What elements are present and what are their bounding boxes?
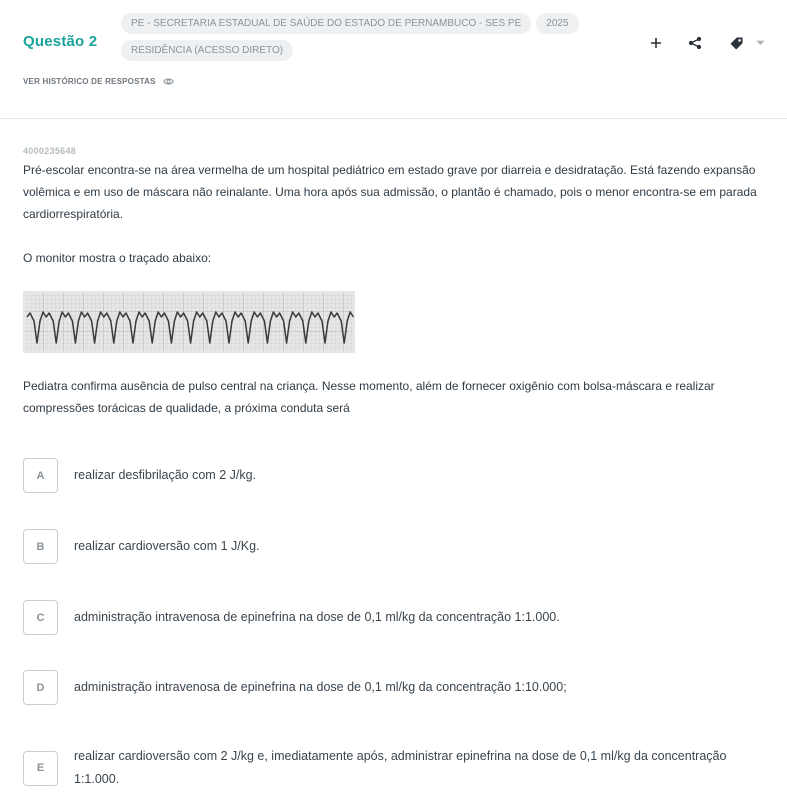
option-text[interactable]: administração intravenosa de epinefrina na dose de 0,1 ml/kg da concentração 1:10.000; bbox=[74, 680, 567, 694]
option-letter[interactable]: A bbox=[23, 458, 58, 493]
question-header bbox=[0, 0, 787, 119]
chip-year[interactable]: 2025 bbox=[536, 13, 578, 34]
question-statement-intro: Pré-escolar encontra-se na área vermelha de um hospital pediátrico em estado grave por diarreia e desidratação. Está fazendo expansão volêmica e em uso de máscara não reinalante. Uma hora após sua admissão, o plantão é chamado, pois o menor encontra-se em parada cardiorrespiratória. bbox=[23, 163, 757, 221]
option-b[interactable] bbox=[23, 529, 763, 564]
question-statement-monitor: O monitor mostra o traçado abaixo: bbox=[23, 251, 212, 265]
answer-history-label: VER HISTÓRICO DE RESPOSTAS bbox=[23, 77, 156, 86]
chevron-down-icon[interactable] bbox=[755, 34, 765, 52]
question-statement-prompt: Pediatra confirma ausência de pulso central na criança. Nesse momento, além de fornecer oxigênio com bolsa-máscara e realizar compressões torácicas de qualidade, a próxima conduta será bbox=[23, 379, 715, 415]
option-e[interactable] bbox=[23, 745, 763, 791]
question-body bbox=[23, 146, 763, 419]
option-text[interactable]: realizar cardioversão com 2 J/kg e, imediatamente após, administrar epinefrina na dose de 0,1 ml/kg da concentração 1:1.000. bbox=[74, 749, 727, 786]
option-letter[interactable]: C bbox=[23, 600, 58, 635]
option-letter[interactable]: B bbox=[23, 529, 58, 564]
share-icon[interactable] bbox=[686, 34, 704, 52]
question-id: 4000235648 bbox=[23, 146, 77, 156]
option-letter[interactable]: E bbox=[23, 751, 58, 786]
question-actions bbox=[647, 34, 765, 52]
option-c[interactable] bbox=[23, 600, 763, 635]
source-chips bbox=[121, 13, 601, 67]
chip-institution[interactable]: PE - SECRETARIA ESTADUAL DE SAÚDE DO ESTADO DE PERNAMBUCO - SES PE bbox=[121, 13, 531, 34]
answer-history-link[interactable] bbox=[23, 77, 174, 86]
question-title: Questão 2 bbox=[23, 33, 98, 50]
option-text[interactable]: realizar cardioversão com 1 J/Kg. bbox=[74, 539, 260, 553]
option-text[interactable]: realizar desfibrilação com 2 J/kg. bbox=[74, 468, 257, 482]
option-d[interactable] bbox=[23, 670, 763, 705]
option-letter[interactable]: D bbox=[23, 670, 58, 705]
option-a[interactable] bbox=[23, 458, 763, 493]
option-text[interactable]: administração intravenosa de epinefrina na dose de 0,1 ml/kg da concentração 1:1.000. bbox=[74, 610, 560, 624]
add-icon[interactable] bbox=[647, 34, 665, 52]
tag-icon[interactable] bbox=[727, 34, 745, 52]
chip-exam-type[interactable]: RESIDÊNCIA (ACESSO DIRETO) bbox=[121, 40, 293, 61]
ecg-strip-image bbox=[23, 291, 355, 353]
eye-icon bbox=[163, 77, 174, 86]
